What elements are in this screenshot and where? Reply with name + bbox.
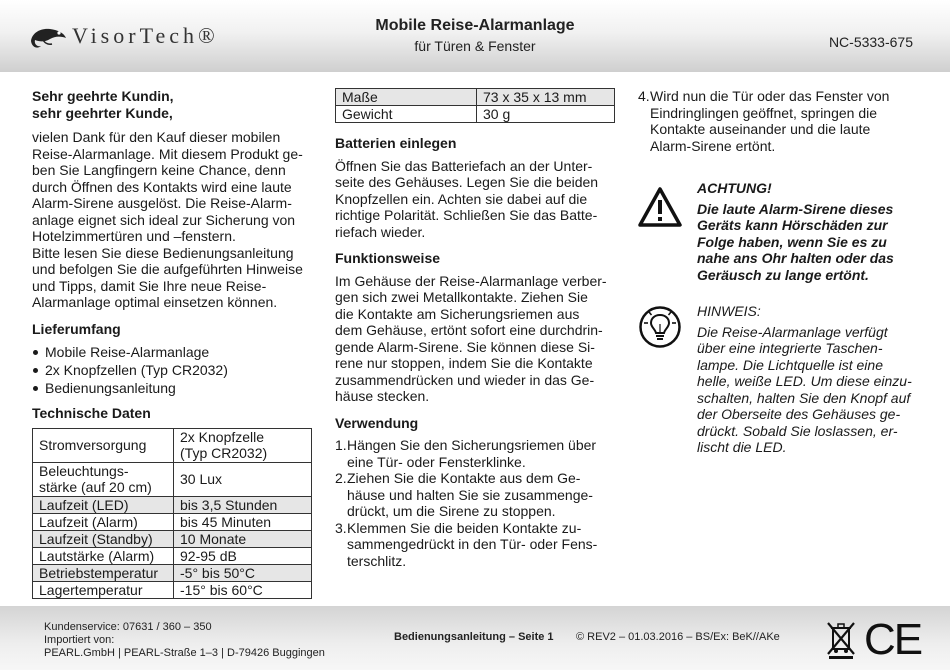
text-line: Hängen Sie den Sicherungsriemen über bbox=[347, 437, 597, 453]
table-cell-key: Beleuchtungs- stärke (auf 20 cm) bbox=[33, 462, 174, 496]
table-cell-key: Stromversorgung bbox=[33, 428, 174, 462]
table-cell-key: Lautstärke (Alarm) bbox=[33, 547, 174, 564]
table-cell-value: 10 Monate bbox=[174, 530, 312, 547]
intro-line: Hotelzimmertüren und –fenstern. bbox=[32, 228, 236, 244]
table-row bbox=[33, 462, 312, 496]
scope-list bbox=[32, 343, 314, 397]
column-middle bbox=[335, 88, 617, 569]
importer-address: PEARL.GmbH | PEARL-Straße 1–3 | D-79426 Buggingen bbox=[44, 647, 325, 659]
list-item bbox=[638, 88, 920, 154]
intro-line: Alarm-Sirene ausgelöst. Die Reise-Alarm- bbox=[32, 195, 292, 211]
function-heading: Funktionsweise bbox=[335, 250, 441, 266]
intro-line: durch Öffnen des Kontakts wird eine laute bbox=[32, 178, 292, 195]
list-item: Mobile Reise-Alarmanlage bbox=[32, 343, 314, 361]
table-row bbox=[33, 547, 312, 564]
text-line: Kontakte auseinander und die laute bbox=[650, 121, 871, 137]
table-row bbox=[33, 564, 312, 581]
text-line: drückt, um die Sirene zu stoppen. bbox=[347, 503, 556, 519]
step-number: 1. bbox=[335, 437, 347, 453]
warning-text bbox=[697, 201, 920, 284]
page-subtitle: für Türen & Fenster bbox=[414, 38, 536, 54]
text-line: Ziehen Sie die Kontakte aus dem Ge- bbox=[347, 470, 581, 486]
text-line: terschlitz. bbox=[347, 552, 407, 569]
table-cell-value: bis 45 Minuten bbox=[174, 513, 312, 530]
column-left bbox=[32, 88, 314, 599]
intro-line: Alarmanlage optimal einsetzen können. bbox=[32, 294, 278, 310]
text-line: gen sich zwei Metallkontakte. Ziehen Sie bbox=[335, 289, 588, 305]
text-line: lischt die LED. bbox=[697, 439, 787, 455]
list-item bbox=[335, 520, 617, 570]
table-cell-value: -5° bis 50°C bbox=[174, 564, 312, 581]
text-line: die Kontakte am Sicherungsriemen aus bbox=[335, 305, 580, 322]
text-line: Öffnen Sie das Batteriefach an der Unter- bbox=[335, 157, 593, 174]
tech-heading: Technische Daten bbox=[32, 405, 151, 421]
product-code: NC-5333-675 bbox=[828, 34, 913, 50]
text-line: riefach wieder. bbox=[335, 223, 426, 240]
intro-line: und Tipps, damit Sie Ihre neue Reise- bbox=[32, 277, 267, 294]
page-title: Mobile Reise-Alarmanlage bbox=[375, 17, 575, 34]
importer-label: Importiert von: bbox=[44, 634, 115, 646]
text-line: Folge haben, wenn Sie es zu bbox=[697, 233, 887, 250]
text-line: nahe ans Ohr halten oder das bbox=[697, 250, 894, 266]
text-line: der Oberseite des Gehäuses ge- bbox=[697, 406, 901, 422]
usage-steps bbox=[335, 437, 617, 569]
step-number: 2. bbox=[335, 470, 347, 486]
text-line: Geräts kann Hörschäden zur bbox=[697, 217, 888, 233]
scope-heading: Lieferumfang bbox=[32, 320, 121, 337]
table-row bbox=[33, 581, 312, 598]
table-row bbox=[33, 496, 312, 513]
text-line: drückt. Sobald Sie loslassen, er- bbox=[697, 422, 898, 439]
warning-title: ACHTUNG! bbox=[697, 180, 772, 196]
list-item bbox=[335, 437, 617, 470]
text-line: seite des Gehäuses. Legen Sie die beiden bbox=[335, 174, 599, 190]
text-line: rene nur stoppen, indem Sie die Kontakte bbox=[335, 355, 593, 371]
text-line: Knopfzellen ein. Achten sie dabei auf die bbox=[335, 190, 588, 207]
ce-mark: CE bbox=[864, 615, 922, 664]
greeting-line: sehr geehrter Kunde, bbox=[32, 104, 173, 121]
tech-table bbox=[32, 428, 312, 599]
text-line: Alarm-Sirene ertönt. bbox=[650, 137, 776, 154]
intro-line: Reise-Alarmanlage. Mit diesem Produkt ge- bbox=[32, 145, 303, 162]
hint-box bbox=[638, 303, 920, 456]
intro-line: vielen Dank für den Kauf dieser mobilen bbox=[32, 129, 281, 145]
text-line: sammengedrückt in den Tür- oder Fens- bbox=[347, 536, 598, 552]
text-line: Klemmen Sie die beiden Kontakte zu- bbox=[347, 519, 582, 536]
list-item bbox=[335, 470, 617, 520]
text-line: über eine integrierte Taschen- bbox=[697, 340, 883, 356]
customer-service: Kundenservice: 07631 / 360 – 350 bbox=[44, 621, 212, 633]
text-line: Geräusch zu lange ertönt. bbox=[697, 266, 869, 283]
table-cell-value: bis 3,5 Stunden bbox=[174, 496, 312, 513]
battery-text bbox=[335, 158, 617, 241]
brand-name: VisorTech® bbox=[72, 23, 219, 48]
battery-heading: Batterien einlegen bbox=[335, 135, 457, 151]
text-line: gende Alarm-Sirene. Sie können diese Si- bbox=[335, 338, 595, 355]
table-row bbox=[336, 106, 615, 123]
table-cell-key: Laufzeit (Alarm) bbox=[33, 513, 174, 530]
table-row bbox=[336, 89, 615, 106]
table-cell-value: 2x Knopfzelle (Typ CR2032) bbox=[174, 428, 312, 462]
intro-text bbox=[32, 129, 314, 311]
text-line: Die Reise-Alarmanlage verfügt bbox=[697, 323, 888, 340]
text-line: Eindringlingen geöffnet, springen die bbox=[650, 104, 878, 121]
table-cell-value: 92-95 dB bbox=[174, 547, 312, 564]
table-cell-key: Maße bbox=[336, 89, 477, 106]
table-row bbox=[33, 428, 312, 462]
table-cell-value: 73 x 35 x 13 mm bbox=[477, 89, 615, 106]
text-line: häuse stecken. bbox=[335, 388, 430, 404]
step-number: 3. bbox=[335, 519, 347, 536]
table-row bbox=[33, 530, 312, 547]
table-cell-value: 30 g bbox=[477, 106, 615, 123]
list-item: 2x Knopfzellen (Typ CR2032) bbox=[32, 361, 314, 379]
text-line: zusammendrücken und wieder in das Ge- bbox=[335, 371, 595, 388]
greeting-line: Sehr geehrte Kundin, bbox=[32, 88, 174, 104]
intro-line: ben Sie Langfingern keine Chance, denn bbox=[32, 162, 286, 178]
intro-line: Bitte lesen Sie diese Bedienungsanleitung bbox=[32, 244, 294, 261]
revision-note: © REV2 – 01.03.2016 – BS/Ex: BeK//AKe bbox=[576, 631, 780, 643]
text-line: Im Gehäuse der Reise-Alarmanlage verber- bbox=[335, 272, 607, 289]
table-cell-value: 30 Lux bbox=[174, 462, 312, 496]
footer-contact bbox=[44, 621, 325, 660]
weee-bin-icon bbox=[826, 621, 856, 659]
table-cell-key: Gewicht bbox=[336, 106, 477, 123]
text-line: häuse und halten Sie sie zusammenge- bbox=[347, 486, 593, 503]
column-right bbox=[638, 88, 920, 456]
warning-icon bbox=[638, 186, 682, 230]
intro-line: und befolgen Sie die aufgeführten Hinweise bbox=[32, 261, 303, 277]
table-cell-key: Lagertemperatur bbox=[33, 581, 174, 598]
usage-steps-continued bbox=[638, 88, 920, 154]
warning-box bbox=[638, 180, 920, 283]
dimensions-table bbox=[335, 88, 615, 123]
text-line: helle, weiße LED. Um diese einzu- bbox=[697, 373, 912, 389]
table-cell-key: Laufzeit (Standby) bbox=[33, 530, 174, 547]
text-line: dem Gehäuse, ertönt sofort eine durchdrin- bbox=[335, 322, 603, 338]
table-cell-key: Betriebstemperatur bbox=[33, 564, 174, 581]
hint-text bbox=[697, 324, 920, 456]
manual-page-label: Bedienungsanleitung – Seite 1 bbox=[394, 631, 554, 643]
usage-heading: Verwendung bbox=[335, 414, 419, 431]
table-cell-value: -15° bis 60°C bbox=[174, 581, 312, 598]
hint-title: HINWEIS: bbox=[697, 303, 761, 319]
list-item: Bedienungsanleitung bbox=[32, 379, 314, 397]
table-row bbox=[33, 513, 312, 530]
step-number: 4. bbox=[638, 88, 650, 104]
page-footer bbox=[0, 606, 950, 670]
text-line: richtige Polarität. Schließen Sie das Batte- bbox=[335, 207, 598, 223]
compliance-marks bbox=[826, 615, 922, 664]
page-header bbox=[0, 0, 950, 72]
intro-line: anlage eignet sich ideal zur Sicherung von bbox=[32, 211, 296, 228]
text-line: eine Tür- oder Fensterklinke. bbox=[347, 453, 526, 470]
function-text bbox=[335, 273, 617, 405]
text-line: schalten, halten Sie den Knopf auf bbox=[697, 389, 911, 406]
lightbulb-icon bbox=[638, 305, 682, 349]
text-line: lampe. Die Lichtquelle ist eine bbox=[697, 356, 883, 373]
greeting bbox=[32, 88, 314, 121]
text-line: Wird nun die Tür oder das Fenster von bbox=[650, 88, 890, 104]
table-cell-key: Laufzeit (LED) bbox=[33, 496, 174, 513]
text-line: Die laute Alarm-Sirene dieses bbox=[697, 200, 894, 217]
